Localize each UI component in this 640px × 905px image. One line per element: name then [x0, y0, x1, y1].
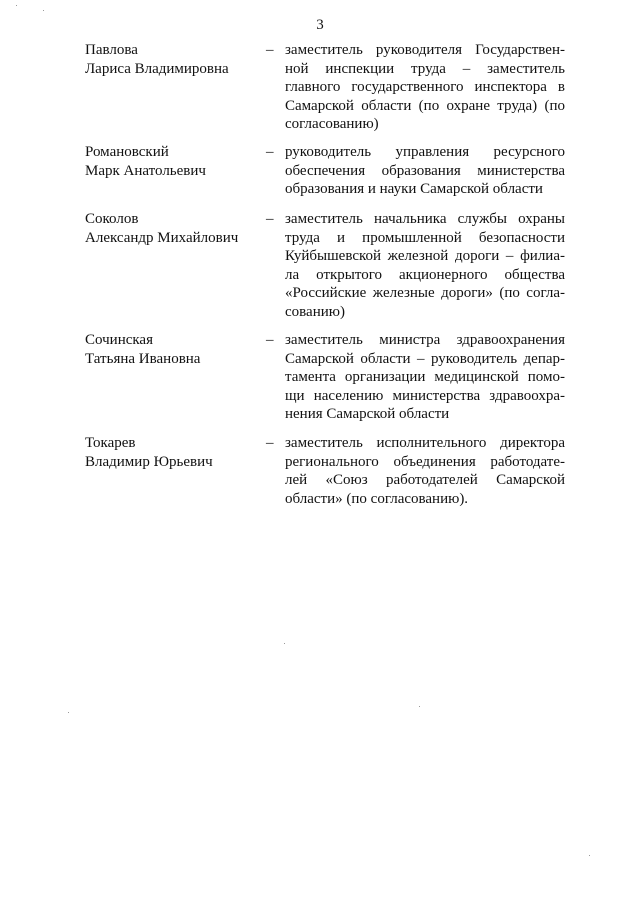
member-name	[85, 41, 260, 78]
member-entry	[0, 210, 640, 320]
member-position	[285, 143, 565, 199]
entry-dash: –	[266, 42, 274, 58]
member-entry	[0, 331, 640, 441]
position-line: нения Самарской области	[285, 406, 450, 423]
member-surname: Соколов	[85, 211, 139, 227]
member-given-names: Марк Анатольевич	[85, 162, 206, 179]
member-entry	[0, 434, 640, 544]
page-number: 3	[316, 17, 324, 33]
position-line: образования и науки Самарской области	[285, 181, 543, 198]
position-line: заместитель исполнительного директора	[285, 435, 565, 451]
scan-speck	[68, 712, 69, 713]
member-entry	[0, 41, 640, 151]
scan-speck	[284, 643, 285, 644]
member-position	[285, 210, 565, 322]
position-line: ной инспекции труда – заместитель	[285, 60, 565, 77]
member-name	[85, 143, 260, 180]
position-line: сованию)	[285, 303, 345, 320]
member-given-names: Лариса Владимировна	[85, 60, 229, 77]
position-line: заместитель министра здравоохранения	[285, 332, 565, 348]
member-name	[85, 331, 260, 368]
member-position	[285, 434, 565, 508]
position-line: щи населению министерства здравоохра-	[285, 387, 565, 404]
scan-speck	[419, 706, 420, 707]
member-surname: Павлова	[85, 42, 138, 58]
position-line: регионального объединения работодате-	[285, 453, 565, 470]
member-given-names: Татьяна Ивановна	[85, 350, 201, 367]
position-line: «Российские железные дороги» (по согла-	[285, 285, 565, 302]
position-line: труда и промышленной безопасности	[285, 229, 565, 246]
scan-speck	[16, 5, 17, 6]
position-line: Куйбышевской железной дороги – филиа-	[285, 248, 565, 265]
scan-speck	[43, 10, 44, 11]
scan-speck	[589, 855, 590, 856]
position-line: лей «Союз работодателей Самарской	[285, 472, 565, 489]
member-given-names: Александр Михайлович	[85, 229, 239, 246]
member-name	[85, 210, 260, 247]
position-line: Самарской области – руководитель депар-	[285, 350, 565, 367]
position-line: Самарской области (по охране труда) (по	[285, 97, 565, 114]
member-surname: Сочинская	[85, 332, 153, 348]
entry-dash: –	[266, 144, 274, 160]
position-line: области» (по согласованию).	[285, 490, 469, 507]
position-line: заместитель начальника службы охраны	[285, 211, 565, 227]
position-line: тамента организации медицинской помо-	[285, 369, 565, 386]
entry-dash: –	[266, 332, 274, 348]
member-surname: Токарев	[85, 435, 136, 451]
member-name	[85, 434, 260, 471]
position-line: руководитель управления ресурсного	[285, 144, 565, 160]
member-surname: Романовский	[85, 144, 169, 160]
position-line: согласованию)	[285, 116, 379, 133]
position-line: ла открытого акционерного общества	[285, 266, 565, 283]
position-line: обеспечения образования министерства	[285, 162, 565, 179]
entry-dash: –	[266, 435, 274, 451]
entry-dash: –	[266, 211, 274, 227]
member-position	[285, 331, 565, 424]
position-line: главного государственного инспектора в	[285, 79, 565, 96]
member-position	[285, 41, 565, 134]
position-line: заместитель руководителя Государствен-	[285, 42, 565, 58]
member-given-names: Владимир Юрьевич	[85, 453, 213, 470]
